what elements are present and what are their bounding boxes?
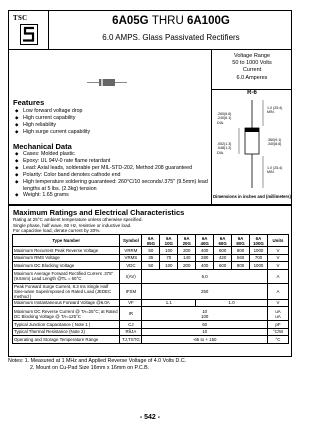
ratings-title: Maximum Ratings and Electrical Characteristics [13, 208, 185, 217]
table-cell: 50 [142, 262, 160, 270]
product-subtitle: 6.0 AMPS. Glass Passivated Rectifiers [102, 33, 240, 42]
table-cell: Maximum Average Forward Rectified Current .375"(9.5mm) Lead Length @TL = 60°C [13, 269, 120, 283]
footnote: 2. Mount on Cu-Pad Size 16mm x 16mm on P.C.B. [30, 365, 150, 371]
table-cell: V [267, 262, 288, 270]
table-cell: Peak Forward Surge Current, 8.3 ms Single Half Sine-wave Superimposed on Rated Load (JEDEC method ) [13, 283, 120, 299]
table-cell: 1000 [250, 262, 268, 270]
table-cell: pF [267, 321, 288, 329]
mechanical-title: Mechanical Data [13, 142, 72, 151]
table-cell: 50 [142, 247, 160, 255]
table-cell: 100 [160, 262, 178, 270]
table-row [13, 307, 289, 321]
table-cell: Maximum DC Reverse Current @ TA=25°C; at Rated DC Blocking Voltage @ TA=125°C [13, 307, 120, 321]
list-item: ◆ Low forward voltage drop [15, 108, 210, 115]
table-cell: 800 [232, 247, 250, 255]
table-row [13, 328, 289, 336]
table-cell: 200 [178, 262, 196, 270]
table-cell: 1.0 [196, 299, 268, 307]
table-cell: IFSM [120, 283, 142, 299]
ratings-notes [13, 217, 143, 234]
cell-line: uA [275, 313, 281, 319]
list-item: ◆ High temperature soldering guaranteed: 260°C/10 seconds/.375" (9.5mm) lead lengths at 5 lbs. (2.3kg) tension [15, 179, 210, 193]
table-cell: Operating and Storage Temperature Range [13, 336, 120, 344]
table-row [13, 254, 289, 262]
list-item: ◆ High current capability [15, 115, 210, 122]
features-list [15, 108, 210, 136]
table-cell: V [267, 254, 288, 262]
list-item: ◆ Weight: 1.65 grams [15, 192, 210, 199]
table-cell: CJ [120, 321, 142, 329]
table-cell: 200 [178, 247, 196, 255]
table-cell: °C [267, 336, 288, 344]
table-cell: 700 [250, 254, 268, 262]
table-cell [267, 307, 288, 321]
ratings-table [12, 234, 289, 344]
table-cell: IR [120, 307, 142, 321]
ratings-section [8, 205, 292, 357]
col-part: 6A 20G [178, 235, 196, 247]
table-cell: Typical Thermal Resistance (Note 2) [13, 328, 120, 336]
table-row [13, 269, 289, 283]
table-cell: V [267, 299, 288, 307]
table-cell: Maximum Recurrent Peak Reverse Voltage [13, 247, 120, 255]
cell-line: uA [275, 308, 281, 314]
table-row [13, 336, 289, 344]
table-cell: V [267, 247, 288, 255]
table-cell [142, 307, 268, 321]
table-cell: Maximum DC Blocking Voltage [13, 262, 120, 270]
page-number: - 542 - [139, 414, 161, 421]
table-cell: 6.0 [142, 269, 268, 283]
table-cell: 1.1 [142, 299, 196, 307]
footnote: Notes: 1. Measured at 1 MHz and Applied Reverse Voltage of 4.0 Volts D.C. [8, 358, 187, 364]
voltage-range-value: 50 to 1000 Volts [232, 60, 272, 67]
table-cell: 560 [232, 254, 250, 262]
current-label: Current [242, 67, 262, 74]
table-cell: -65 to + 150 [142, 336, 268, 344]
dim-lead-bottom: 1.0 (25.4) MIN. [267, 166, 283, 175]
table-cell: VF [120, 299, 142, 307]
current-value: 6.0 Amperes [236, 74, 268, 81]
list-item: ◆ High reliability [15, 122, 210, 129]
dim-body-dia: .260(6.6) .240(6.1) DIA. [217, 112, 232, 125]
table-cell: A [267, 283, 288, 299]
dim-lead-dia: .052(1.3) .048(1.2) DIA. [217, 142, 232, 155]
table-cell: 100 [160, 247, 178, 255]
col-part: 6A 05G [142, 235, 160, 247]
company-logo [9, 11, 49, 49]
col-part: 6A 60G [214, 235, 232, 247]
table-cell: I(AV) [120, 269, 142, 283]
table-cell: Maximum Instantaneous Forward Voltage @6.0A [13, 299, 120, 307]
table-cell: 10 [142, 328, 268, 336]
table-cell: A [267, 269, 288, 283]
table-header-row [13, 235, 289, 247]
table-cell: 400 [196, 247, 214, 255]
product-summary-panel [8, 50, 292, 205]
col-type: Type Number [13, 235, 120, 247]
cell-line: 10 [202, 308, 208, 314]
table-cell: VRRM [120, 247, 142, 255]
col-units: Units [267, 235, 288, 247]
table-cell: 35 [142, 254, 160, 262]
part-end: 6A100G [186, 15, 230, 27]
table-cell: 70 [160, 254, 178, 262]
voltage-range-label: Voltage Range [233, 53, 271, 59]
footnotes [8, 358, 292, 372]
thru-text: THRU [151, 15, 184, 27]
col-part: 6A 10G [160, 235, 178, 247]
list-item: ◆ Epoxy: UL 94V-0 rate flame retardant [15, 158, 210, 165]
table-cell: Maximum RMS Voltage [13, 254, 120, 262]
part-number-title [50, 15, 292, 27]
table-cell: VDC [120, 262, 142, 270]
col-symbol: Symbol [120, 235, 142, 247]
voltage-current-box [212, 50, 292, 90]
ratings-note: For capacitive load, derate current by 20%. [13, 228, 101, 234]
table-cell: VRMS [120, 254, 142, 262]
table-cell: °C/W [267, 328, 288, 336]
col-part: 6A 80G [232, 235, 250, 247]
table-cell: TJ,TSTG [120, 336, 142, 344]
table-cell: 600 [214, 262, 232, 270]
table-cell: 140 [178, 254, 196, 262]
list-item: ◆ Cases: Molded plastic [15, 151, 210, 158]
ratings-note: Rating at 25°C ambient temperature unless otherwise specified. [13, 217, 143, 222]
datasheet-header [8, 10, 292, 50]
table-cell: 280 [196, 254, 214, 262]
table-cell: 250 [142, 283, 268, 299]
diode-photo-icon [87, 78, 127, 87]
ratings-note: Single phase, half wave, 60 Hz, resistive or inductive load. [13, 222, 132, 228]
mechanical-list [15, 151, 210, 199]
logo-text: TSC [13, 14, 28, 22]
table-row [13, 262, 289, 270]
dim-lead-top: 1.0 (25.4) MIN. [267, 106, 283, 115]
cell-line: 100 [201, 313, 209, 319]
col-part: 6A 100G [250, 235, 268, 247]
table-row [13, 321, 289, 329]
table-cell: 800 [232, 262, 250, 270]
col-part: 6A 40G [196, 235, 214, 247]
table-cell: 420 [214, 254, 232, 262]
dim-body-length: .360(9.1) .340(8.6) [267, 138, 282, 147]
table-cell: 1000 [250, 247, 268, 255]
part-start: 6A05G [112, 15, 149, 27]
table-row [13, 247, 289, 255]
table-cell: 400 [196, 262, 214, 270]
list-item: ◆ High surge current capability [15, 129, 210, 136]
list-item: ◆ Polarity: Color band denotes cathode end [15, 172, 210, 179]
features-title: Features [13, 98, 45, 107]
table-row [13, 283, 289, 299]
package-label: R-6 [247, 90, 257, 96]
table-cell: 60 [142, 321, 268, 329]
dimensions-caption: Dimensions in inches and (millimeters) [213, 194, 291, 199]
table-cell: Typical Junction Capacitance ( Note 1 ) [13, 321, 120, 329]
table-cell: 600 [214, 247, 232, 255]
table-row [13, 299, 289, 307]
list-item: ◆ Lead: Axial leads, solderable per MIL-STD-202, Method 208 guaranteed [15, 165, 210, 172]
logo-s-icon [20, 24, 38, 45]
table-cell: RθJA [120, 328, 142, 336]
